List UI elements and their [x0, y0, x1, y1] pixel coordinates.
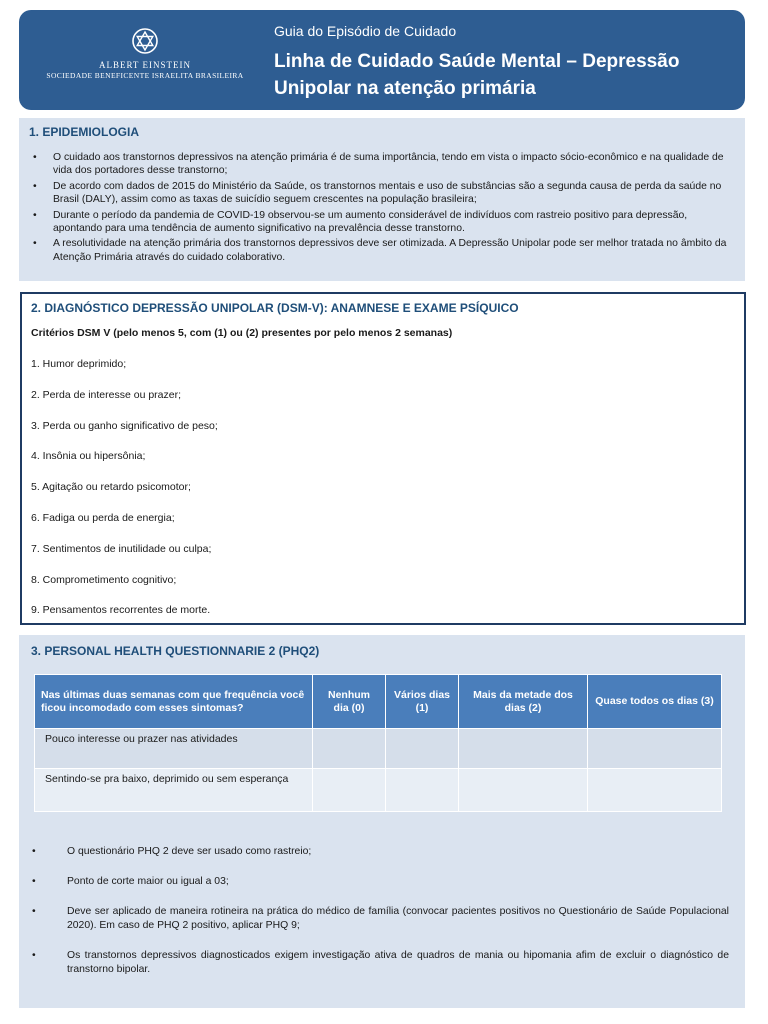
table-header-row [35, 675, 722, 729]
list-item: • Deve ser aplicado de maneira rotineira na prática do médico de família (convocar pacientes positivos no Questionário de Saúde Populacional 2020). Em caso de PHQ 2 positivo, aplicar PHQ 9; [32, 905, 729, 933]
list-item: 5. Agitação ou retardo psicomotor; [31, 481, 191, 494]
list-item: • Os transtornos depressivos diagnosticados exigem investigação ativa de quadros de mania ou hipomania afim de excluir o diagnóstico de transtorno bipolar. [32, 949, 729, 977]
list-item: • A resolutividade na atenção primária dos transtornos depressivos deve ser otimizada. A Depressão Unipolar pode ser melhor tratada no âmbito da Atenção Primária através do cuidado colaborativo. [33, 237, 733, 263]
column-header: Nenhum dia (0) [313, 675, 386, 729]
guide-label: Guia do Episódio de Cuidado [274, 23, 457, 39]
phq2-notes [32, 845, 729, 977]
epidemiologia-list [33, 151, 733, 266]
list-item: 1. Humor deprimido; [31, 358, 127, 370]
einstein-logo [39, 28, 251, 80]
answer-cell[interactable] [459, 729, 588, 769]
phq2-table [34, 674, 722, 812]
column-header: Quase todos os dias (3) [588, 675, 722, 729]
list-item: 8. Comprometimento cognitivo; [31, 573, 177, 586]
list-item: • O cuidado aos transtornos depressivos na atenção primária é de suma importância, tendo em vista o impacto sócio-econômico e na qualidade de vida dos portadores desse transtorno; [33, 151, 733, 177]
list-item: • Ponto de corte maior ou igual a 03; [32, 875, 729, 889]
section-diagnostico [20, 292, 746, 625]
section-epidemiologia [19, 118, 745, 281]
list-item: • O questionário PHQ 2 deve ser usado como rastreio; [32, 845, 729, 859]
list-item: • Durante o período da pandemia de COVID-19 observou-se um aumento considerável de indivíduos com rastreio positivo para depressão, apontando para uma tendência de aumento significativo na prevalência desse transtorno. [33, 209, 733, 235]
answer-cell[interactable] [588, 769, 722, 812]
row-question: Pouco interesse ou prazer nas atividades [35, 729, 313, 769]
row-question: Sentindo-se pra baixo, deprimido ou sem esperança [35, 769, 313, 812]
list-item: 7. Sentimentos de inutilidade ou culpa; [31, 542, 212, 555]
answer-cell[interactable] [588, 729, 722, 769]
column-header: Nas últimas duas semanas com que frequência você ficou incomodado com esses sintomas? [35, 675, 313, 729]
column-header: Vários dias (1) [386, 675, 459, 729]
answer-cell[interactable] [313, 769, 386, 812]
answer-cell[interactable] [313, 729, 386, 769]
column-header: Mais da metade dos dias (2) [459, 675, 588, 729]
page-header [19, 10, 745, 110]
table-row [35, 769, 722, 812]
list-item: 9. Pensamentos recorrentes de morte. [31, 604, 211, 617]
answer-cell[interactable] [386, 769, 459, 812]
answer-cell[interactable] [459, 769, 588, 812]
list-item: 3. Perda ou ganho significativo de peso; [31, 419, 218, 432]
section-title: 2. DIAGNÓSTICO DEPRESSÃO UNIPOLAR (DSM-V): ANAMNESE E EXAME PSÍQUICO [31, 301, 519, 315]
table-row [35, 729, 722, 769]
list-item: 6. Fadiga ou perda de energia; [31, 511, 175, 524]
logo-name: ALBERT EINSTEIN [98, 60, 192, 70]
section-phq2 [19, 635, 745, 1008]
criteria-list [31, 358, 218, 635]
section-title: 3. PERSONAL HEALTH QUESTIONNARIE 2 (PHQ2) [31, 644, 320, 658]
criteria-label: Critérios DSM V (pelo menos 5, com (1) ou (2) presentes por pelo menos 2 semanas) [31, 327, 453, 339]
section-title: 1. EPIDEMIOLOGIA [29, 125, 140, 139]
logo-subtitle: SOCIEDADE BENEFICENTE ISRAELITA BRASILEIRA [46, 71, 244, 80]
star-of-david-icon [132, 28, 158, 54]
list-item: 2. Perda de interesse ou prazer; [31, 388, 182, 401]
answer-cell[interactable] [386, 729, 459, 769]
page-title: Linha de Cuidado Saúde Mental – Depressão Unipolar na atenção primária [274, 51, 680, 99]
list-item: 4. Insônia ou hipersônia; [31, 450, 146, 463]
list-item: • De acordo com dados de 2015 do Ministério da Saúde, os transtornos mentais e uso de substâncias são a segunda causa de perda da saúde no Brasil (DALY), assim como as taxas de suicídio seguem crescentes na população brasileira; [33, 180, 733, 206]
